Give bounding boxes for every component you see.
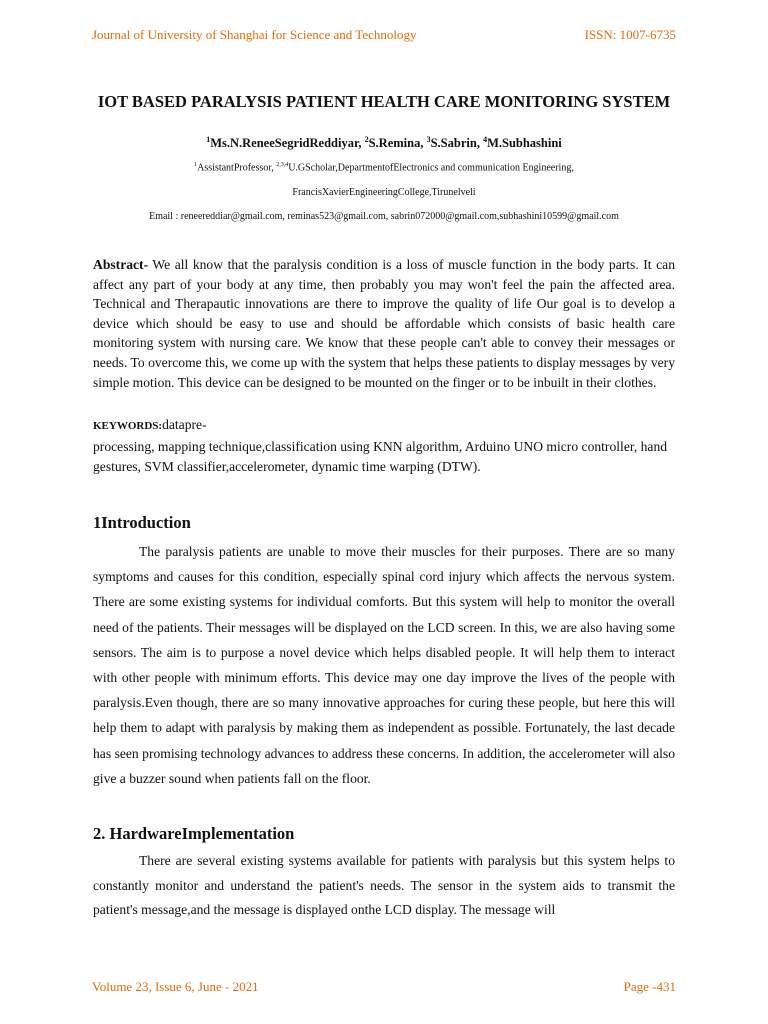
author-index: 4 [483,135,488,144]
abstract-label: Abstract- [93,257,149,272]
author-name: Ms.N.ReneeSegridReddiyar, [210,136,362,151]
author-index: 2 [364,135,369,144]
keywords-label: KEYWORDS: [93,420,163,432]
affiliation-department: U.GScholar,DepartmentofElectronics and communication Engineering, [288,162,574,174]
page-number: Page -431 [623,979,676,994]
section-heading-introduction: 1Introduction [93,513,191,532]
keywords-line [93,417,207,433]
introduction-body: The paralysis patients are unable to move their muscles for their purposes. There are so many symptoms and causes for this condition, especially spinal cord injury which affects the nervous system. There are some existing systems for individual comforts. But this system will help to monitor the overall need of the patients. Their messages will be displayed on the LCD screen. In this, we are also having some sensors. The aim is to purpose a novel device which helps disabled people. It will help them to interact with other people with minimum efforts. This device may one day improve the lives of the people with paralysis.Even though, there are so many innovative approaches for curing these people, but here this will help them to adapt with paralysis by making them as independent as possible. Fortunately, the last decade has seen promising technology advances to address these concerns. In addition, the accelerometer will also give a buzzer sound when patients fall on the floor. [93,544,675,786]
section-heading-hardware: 2. HardwareImplementation [93,824,295,843]
paper-title: IOT BASED PARALYSIS PATIENT HEALTH CARE MONITORING SYSTEM [97,92,671,111]
author-name: S.Sabrin, [430,136,480,151]
issn: ISSN: 1007-6735 [584,27,676,42]
author-name: S.Remina, [368,136,424,151]
author-index: 1 [206,135,211,144]
author-emails: Email : reneereddiar@gmail.com, reminas523@gmail.com, sabrin072000@gmail.com,subhashini10599@gmail.com [149,211,619,222]
keywords-text: processing, mapping technique,classification using KNN algorithm, Arduino UNO micro controller, hand gestures, SVM classifier,accelerometer, dynamic time warping (DTW). [93,439,668,474]
volume-info: Volume 23, Issue 6, June - 2021 [92,979,259,994]
affiliation-index: 2,3,4 [276,162,289,168]
keywords-first: datapre- [162,417,207,432]
affiliation [0,162,768,173]
affiliation-index: 1 [194,162,198,168]
author-list [0,135,768,151]
author-index: 3 [426,135,431,144]
abstract-text: We all know that the paralysis condition is a loss of muscle function in the body parts. It can affect any part of your body at any time, then probably you may won't feel the pain the affected area. Technical and Therapautic innovations are there to improve the quality of life Our goal is to develop a device which should be easy to use and should be affordable which consists of basic health care monitoring system with nursing care. We know that these people can't able to convey their messages or needs. To overcome this, we come up with the system that helps these patients to display messages by very simple motion. This device can be designed to be mounted on the finger or to be inbuilt in their clothes. [93,257,675,390]
journal-name: Journal of University of Shanghai for Science and Technology [92,27,417,42]
college: FrancisXavierEngineeringCollege,Tirunelveli [292,187,476,198]
author-name: M.Subhashini [487,136,562,151]
abstract [93,255,675,392]
affiliation-role: AssistantProfessor, [197,162,277,174]
hardware-body: There are several existing systems available for patients with paralysis but this system helps to constantly monitor and understand the patient's needs. The sensor in the system aids to transmit the patient's message,and the message is displayed onthe LCD display. The message will [93,853,675,918]
